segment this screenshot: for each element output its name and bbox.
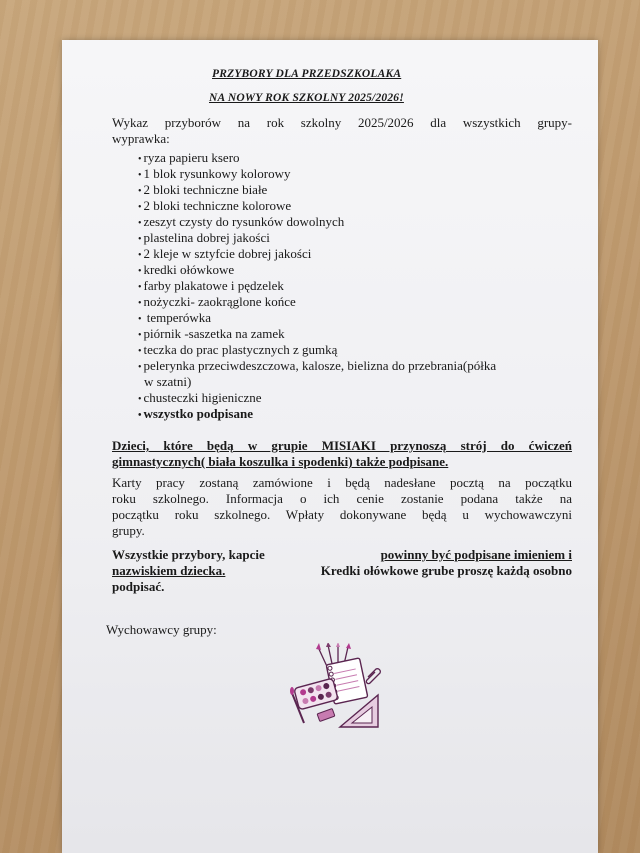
- podpis-line-1-part-a: Wszystkie przybory, kapcie: [112, 547, 265, 562]
- list-item: • plastelina dobrej jakości: [138, 230, 270, 248]
- intro-line-2: wyprawka:: [112, 131, 170, 146]
- podpis-line-2-part-b: Kredki ołówkowe grube proszę każdą osobno: [320, 563, 572, 578]
- misiaki-line-1: Dzieci, które będą w grupie MISIAKI przynoszą strój do ćwiczeń: [112, 438, 572, 453]
- list-item: • 2 kleje w sztyfcie dobrej jakości: [138, 246, 311, 264]
- list-item: • ryza papieru ksero: [138, 150, 240, 168]
- podpis-line-2: [112, 563, 572, 579]
- list-item: • 1 blok rysunkowy kolorowy: [138, 166, 290, 184]
- list-item: • teczka do prac plastycznych z gumką: [138, 342, 337, 360]
- list-item: • kredki ołówkowe: [138, 262, 234, 280]
- document-page: [62, 40, 598, 853]
- podpis-line-1: [112, 547, 572, 563]
- school-supplies-illustration-icon: [290, 643, 390, 729]
- karty-line-4: grupy.: [112, 523, 145, 538]
- list-item: • pelerynka przeciwdeszczowa, kalosze, bielizna do przebrania(półka: [138, 358, 496, 376]
- podpis-line-2-part-a: nazwiskiem dziecka.: [112, 563, 226, 578]
- list-item: • 2 bloki techniczne białe: [138, 182, 267, 200]
- karty-line-1: Karty pracy zostaną zamówione i będą nadesłane pocztą na początku: [112, 475, 572, 490]
- list-item: • temperówka: [138, 310, 211, 328]
- list-item: • zeszyt czysty do rysunków dowolnych: [138, 214, 344, 232]
- title-line-2: NA NOWY ROK SZKOLNY 2025/2026!: [209, 92, 404, 104]
- karty-line-2: roku szkolnego. Informacja o ich cenie zostanie podana także na: [112, 491, 572, 506]
- intro-line-1: Wykaz przyborów na rok szkolny 2025/2026 dla wszystkich grupy-: [112, 115, 572, 130]
- list-item: • 2 bloki techniczne kolorowe: [138, 198, 291, 216]
- misiaki-line-2: gimnastycznych( biała koszulka i spodenki) także podpisane.: [112, 454, 449, 469]
- list-item: • chusteczki higieniczne: [138, 390, 262, 408]
- signature-label: Wychowawcy grupy:: [106, 622, 217, 637]
- list-item-bold: • wszystko podpisane: [138, 406, 253, 424]
- podpis-line-1-part-b: powinny być podpisane imieniem i: [380, 547, 572, 562]
- list-item: • piórnik -saszetka na zamek: [138, 326, 285, 344]
- podpis-line-3: podpisać.: [112, 579, 165, 594]
- list-item: • farby plakatowe i pędzelek: [138, 278, 284, 296]
- list-item-continuation: w szatni): [144, 374, 192, 389]
- list-item: • nożyczki- zaokrąglone końce: [138, 294, 296, 312]
- title-line-1: PRZYBORY DLA PRZEDSZKOLAKA: [212, 68, 402, 80]
- karty-line-3: początku roku szkolnego. Wpłaty dokonywane będą u wychowawczyni: [112, 507, 572, 522]
